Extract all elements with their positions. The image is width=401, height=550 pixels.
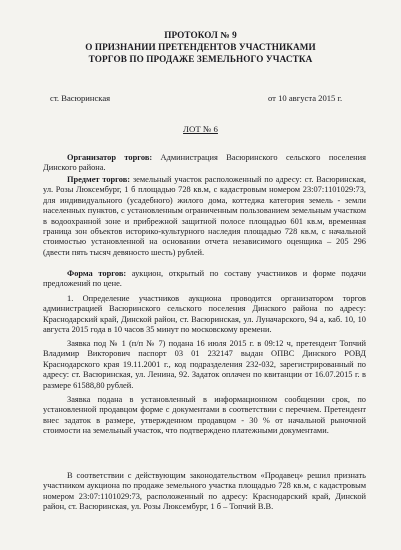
subject-paragraph	[43, 175, 366, 258]
deadline-text: Заявка подана в установленный в информационном сообщении срок, по установленной продавцом форме с документами в соответствии с перечнем. Претендент внес задаток в размере, утвержденном продавцом - 30 % от начальной рыночной стоимости на земельный участок, что подтверждено платежными документами.	[43, 395, 366, 436]
decision-text: В соответствии с действующим законодательством «Продавец» решил признать участником аукциона по продаже земельного участка площадью 728 кв.м, с кадастровым номером 23:07:1101029:73, расположенный по адресу: Краснодарский край, Динской район, ст. Васюринская, ул. Розы Люксембург, 1 б – Топчий В.В.	[43, 471, 366, 512]
location-text: ст. Васюринская	[50, 93, 111, 103]
lot-heading-text: ЛОТ № 6	[183, 124, 218, 134]
decision-paragraph	[43, 471, 366, 513]
form-text: аукцион, открытый по составу участников и форме подачи предложений по цене.	[43, 269, 367, 289]
determination-text: 1. Определение участников аукциона проводится организатором торгов администрацией Васюринского сельского поселения Динского района по адресу: Краснодарский край, Динской район, ст. Васюринская, ул. Луначарского, 94 а, каб. 10, 10 августа 2015 года в 10 часов 35 минут по московскому времени.	[43, 294, 366, 335]
organizer-paragraph	[43, 153, 366, 174]
protocol-subtitle-line1: О ПРИЗНАНИИ ПРЕТЕНДЕНТОВ УЧАСТНИКАМИ	[85, 42, 316, 52]
form-paragraph	[43, 269, 366, 290]
protocol-subtitle-line2: ТОРГОВ ПО ПРОДАЖЕ ЗЕМЕЛЬНОГО УЧАСТКА	[88, 54, 313, 64]
organizer-text: Администрация Васюринского сельского поселения Динского района.	[43, 153, 366, 173]
subject-text: земельный участок расположенный по адресу: ст. Васюринская, ул. Розы Люксембург, 1 б площадью 728 кв.м, с кадастровым номером 23:07:1101029:73, для индивидуального (усадебного) жилого дома, коттеджа категория земель - земли населенных пунктов, с установленным ограниченным пользованием земельным участком в водоохранной зоне и прибрежной защитной полосе площадью 601 кв.м, временная граница зон объектов историко-культурного наследия площадью 728 кв.м, с начальной стоимостью установленной на основании отчета независимого оценщика – 205 296 (двести пять тысяч девяносто шесть) рублей.	[43, 175, 366, 257]
form-label: Форма торгов:	[67, 269, 127, 278]
date-text: от 10 августа 2015 г.	[268, 93, 343, 103]
application-text: Заявка под № 1 (п/п № 7) подана 16 июля 2015 г. в 09:12 ч, претендент Топчий Владимир Викторович паспорт 03 01 232147 выдан ОПВС Динского РОВД Краснодарского края 19.11.2001 г., код подразделения 232-032, зарегистрированный по адресу: ст. Васюринская, ул. Ленина, 92. Задаток оплачен по квитанции от 16.07.2015 г. в размере 61588,80 рублей.	[43, 339, 366, 390]
application-paragraph	[43, 339, 366, 391]
organizer-label: Организатор торгов:	[67, 153, 153, 162]
protocol-title: ПРОТОКОЛ № 9	[164, 30, 237, 40]
subject-label: Предмет торгов:	[67, 175, 131, 184]
determination-paragraph	[43, 294, 366, 336]
deadline-paragraph	[43, 395, 366, 437]
lot-heading	[0, 124, 401, 134]
